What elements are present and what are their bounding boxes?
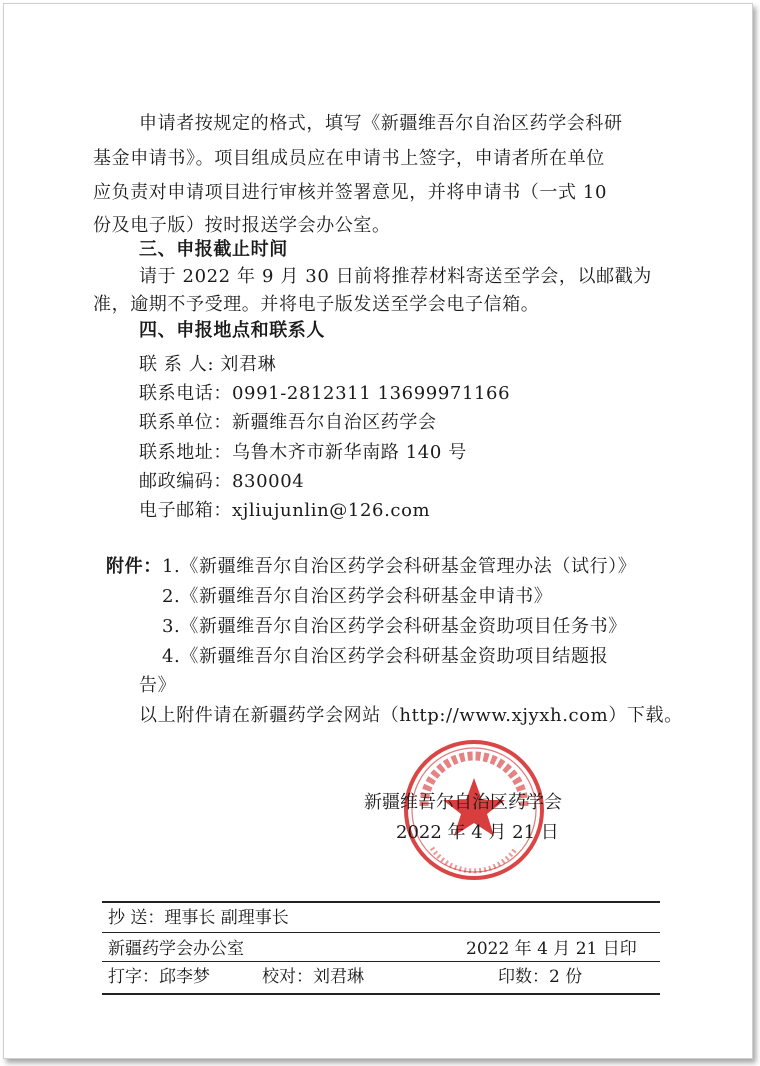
section-3-line-2: 准，逾期不予受理。并将电子版发送至学会电子信箱。 xyxy=(93,294,540,315)
contact-unit: 联系单位：新疆维吾尔自治区药学会 xyxy=(139,412,437,433)
intro-line-3: 应负责对申请项目进行审核并签署意见，并将申请书（一式 10 xyxy=(93,182,608,203)
signature-org: 新疆维吾尔自治区药学会 xyxy=(364,792,562,813)
download-note: 以上附件请在新疆药学会网站（http://www.xjyxh.com）下载。 xyxy=(139,705,683,726)
section-3-line-1: 请于 2022 年 9 月 30 日前将推荐材料寄送至学会，以邮戳为 xyxy=(139,266,652,287)
attachment-item-1: 1.《新疆维吾尔自治区药学会科研基金管理办法（试行）》 xyxy=(162,556,637,577)
footer-typist: 打字：邱李梦 xyxy=(108,967,210,987)
footer-office: 新疆药学会办公室 xyxy=(108,939,244,959)
footer-proofreader: 校对：刘君琳 xyxy=(262,967,364,987)
document-page xyxy=(3,3,753,1059)
contact-address: 联系地址：乌鲁木齐市新华南路 140 号 xyxy=(139,442,467,463)
intro-line-2: 基金申请书》。项目组成员应在申请书上签字，申请者所在单位 xyxy=(93,148,605,169)
attachment-item-4-cont: 告》 xyxy=(139,675,177,696)
signature-date: 2022 年 4 月 21 日 xyxy=(396,822,559,843)
footer-bottom-rule xyxy=(102,993,660,995)
attachment-item-4: 4.《新疆维吾尔自治区药学会科研基金资助项目结题报 xyxy=(162,646,609,667)
contact-person: 联 系 人: 刘君琳 xyxy=(139,354,277,375)
attachment-item-3: 3.《新疆维吾尔自治区药学会科研基金资助项目任务书》 xyxy=(162,616,627,637)
intro-line-1: 申请者按规定的格式，填写《新疆维吾尔自治区药学会科研 xyxy=(139,113,623,134)
footer-mid-rule-1 xyxy=(102,932,660,933)
footer-mid-rule-2 xyxy=(102,961,660,962)
section-3-heading: 三、申报截止时间 xyxy=(139,239,288,260)
section-4-heading: 四、申报地点和联系人 xyxy=(139,320,325,341)
footer-copies: 印数：2 份 xyxy=(498,967,583,987)
intro-line-4: 份及电子版）按时报送学会办公室。 xyxy=(93,215,391,236)
footer-top-rule xyxy=(102,901,660,903)
footer-cc: 抄 送：理事长 副理事长 xyxy=(108,908,289,928)
footer-print-date: 2022 年 4 月 21 日印 xyxy=(466,939,637,959)
contact-email: 电子邮箱：xjliujunlin@126.com xyxy=(139,500,431,521)
contact-postcode: 邮政编码：830004 xyxy=(139,471,305,492)
contact-phone: 联系电话：0991-2812311 13699971166 xyxy=(139,383,511,404)
attachments-label: 附件： xyxy=(106,556,162,577)
attachment-item-2: 2.《新疆维吾尔自治区药学会科研基金申请书》 xyxy=(162,586,553,607)
